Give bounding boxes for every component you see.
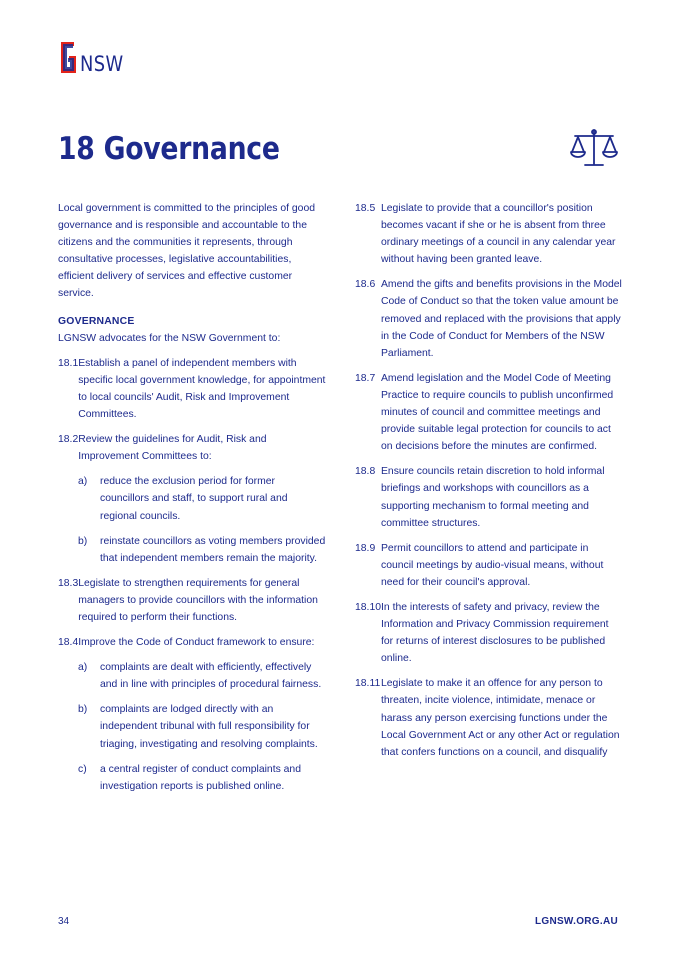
item-number: 18.10 — [355, 601, 382, 613]
sub-item-text: complaints are dealt with efficiently, effectively and in line with principles of procedural fairness. — [100, 662, 322, 691]
list-item-18-2 — [58, 431, 326, 465]
sub-item-text: complaints are lodged directly with an independent tribunal with full responsibility for triaging, investigating and resolving complaints. — [100, 704, 318, 750]
list-item-18-10 — [355, 599, 623, 667]
sub-item-18-2-b — [78, 533, 326, 567]
list-item-18-8 — [355, 463, 623, 531]
sub-item-label: c) — [78, 763, 87, 775]
item-text: Legislate to strengthen requirements for general managers to provide councillors with the information required to perform their functions. — [78, 577, 318, 623]
lg-logo-mark-icon — [58, 40, 78, 75]
item-text: Legislate to make it an offence for any person to threaten, incite violence, intimidate, menace or harass any person exercising functions under the Local Government Act or any other Act or regulation that confers functions on a council, and disqualify — [381, 678, 620, 758]
item-text: Review the guidelines for Audit, Risk and Improvement Committees to: — [78, 434, 267, 463]
section-lead: LGNSW advocates for the NSW Government to: — [58, 332, 281, 344]
sub-item-label: a) — [78, 476, 88, 488]
item-text: Improve the Code of Conduct framework to ensure: — [78, 637, 315, 649]
item-text: Permit councillors to attend and participate in council meetings by audio-visual means, without need for their council's approval. — [381, 542, 604, 588]
sub-item-label: b) — [78, 535, 88, 547]
lgnsw-logo — [58, 40, 131, 75]
item-number: 18.11 — [355, 678, 381, 690]
item-number: 18.7 — [355, 372, 376, 384]
item-number: 18.6 — [355, 279, 376, 291]
list-item-18-5 — [355, 200, 623, 268]
item-number: 18.4 — [58, 637, 79, 649]
list-item-18-11 — [355, 675, 623, 760]
item-number: 18.1 — [58, 357, 79, 369]
list-item-18-3 — [58, 575, 326, 626]
sub-item-label: b) — [78, 704, 88, 716]
list-item-18-4 — [58, 634, 326, 651]
sub-item-18-4-a — [78, 659, 326, 693]
scales-of-justice-icon — [569, 127, 619, 169]
item-number: 18.9 — [355, 542, 376, 554]
item-text: Ensure councils retain discretion to hold informal briefings and workshops with councillors as a supporting mechanism to formal meeting and committee structures. — [381, 466, 605, 529]
item-text: In the interests of safety and privacy, review the Information and Privacy Commission requirement for returns of interest disclosures to be published online. — [381, 601, 609, 665]
sub-item-label: a) — [78, 662, 88, 674]
item-number: 18.5 — [355, 203, 376, 214]
list-item-18-7 — [355, 370, 623, 455]
item-text: Establish a panel of independent members with specific local government knowledge, for appointment to local councils' Audit, Risk and Improvement Committees. — [78, 357, 326, 421]
sub-item-text: a central register of conduct complaints and investigation reports is published online. — [100, 763, 301, 792]
sub-item-text: reinstate councillors as voting members provided that independent members remain the majority. — [100, 535, 326, 564]
logo-text: NSW — [80, 52, 124, 76]
sub-item-18-2-a — [78, 473, 326, 524]
page-number: 34 — [58, 916, 70, 927]
footer-website-link[interactable]: LGNSW.ORG.AU — [534, 916, 618, 927]
item-number: 18.8 — [355, 466, 376, 478]
section-heading: GOVERNANCE — [58, 315, 135, 327]
intro-paragraph: Local government is committed to the principles of good governance and is responsible and accountable to the citizens and the communities it represents, through consultative processes, legislative accountabilities, efficient delivery of services and effective customer service. — [58, 203, 316, 300]
list-item-18-1 — [58, 355, 326, 423]
list-item-18-6 — [355, 276, 623, 361]
left-column — [58, 200, 326, 795]
sub-item-text: reduce the exclusion period for former councillors and staff, to support rural and regional councils. — [100, 476, 288, 522]
item-number: 18.3 — [58, 577, 79, 589]
list-item-18-9 — [355, 540, 623, 591]
right-column — [355, 200, 623, 761]
item-text: Legislate to provide that a councillor's position becomes vacant if she or he is absent from three ordinary meetings of a council in any calendar year without having been granted leave. — [381, 203, 616, 266]
sub-item-18-4-c — [78, 761, 326, 795]
item-text: Amend the gifts and benefits provisions in the Model Code of Conduct so that the token value amount be removed and replaced with the provisions that apply in the Code of Conduct for Members of the NSW Parliament. — [381, 279, 622, 359]
item-number: 18.2 — [58, 434, 79, 446]
item-text: Amend legislation and the Model Code of Meeting Practice to require councils to publish unconfirmed minutes of council and committee meetings and provide suitable legal protection for councils to act on decisions before the minutes are confirmed. — [381, 372, 614, 453]
sub-item-18-4-b — [78, 701, 326, 752]
page-title: 18 Governance — [58, 131, 280, 167]
